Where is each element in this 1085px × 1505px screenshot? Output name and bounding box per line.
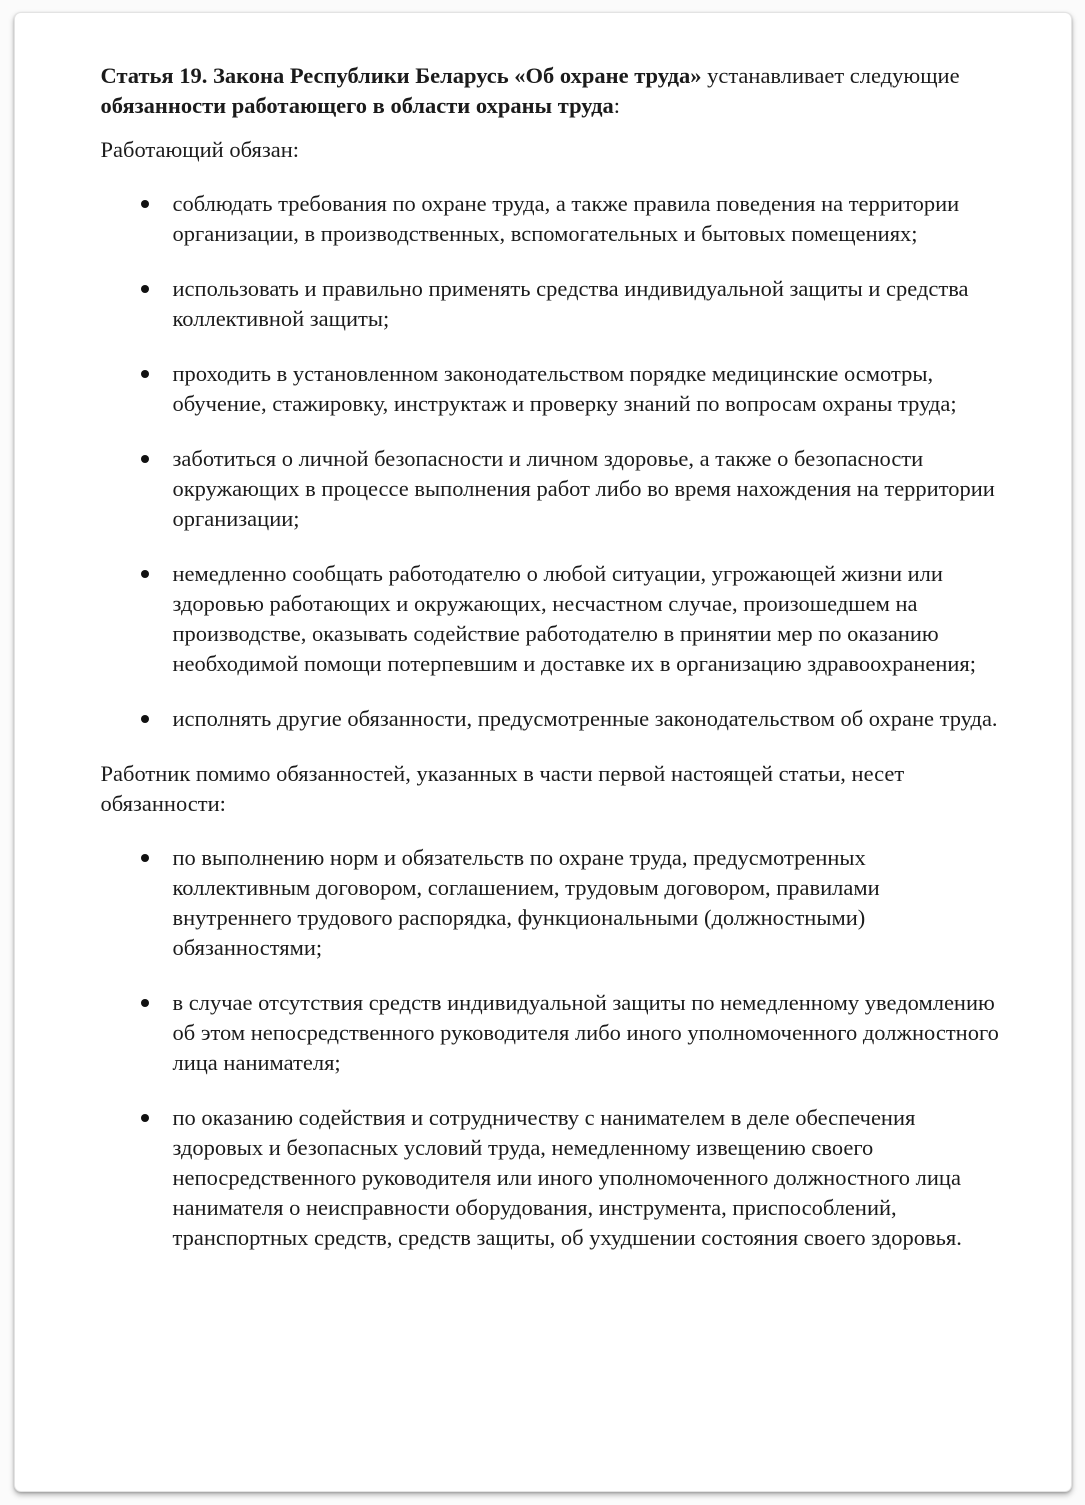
intro-duties-bold: обязанности работающего в области охраны труда bbox=[100, 93, 614, 118]
article-title-bold: Статья 19. Закона Республики Беларусь «Об охране труда» bbox=[100, 63, 702, 88]
duty-item: использовать и правильно применять средства индивидуальной защиты и средства коллективной защиты; bbox=[101, 274, 1001, 334]
duty-item: немедленно сообщать работодателю о любой ситуации, угрожающей жизни или здоровью работающих и окружающих, несчастном случае, произошедшем на производстве, оказывать содействие работодателю в принятии мер по оказанию необходимой помощи потерпевшим и доставке их в организацию здравоохранения; bbox=[101, 559, 1001, 679]
duty-item: в случае отсутствия средств индивидуальной защиты по немедленному уведомлению об этом непосредственного руководителя либо иного уполномоченного должностного лица нанимателя; bbox=[101, 988, 1001, 1078]
duties-list-1 bbox=[101, 189, 1001, 734]
intro-colon: : bbox=[613, 93, 621, 118]
duty-item: проходить в установленном законодательством порядке медицинские осмотры, обучение, стажировку, инструктаж и проверку знаний по вопросам охраны труда; bbox=[101, 359, 1001, 419]
duties-list-2 bbox=[101, 843, 1001, 1253]
document-page bbox=[14, 12, 1072, 1492]
duty-item: заботиться о личной безопасности и личном здоровье, а также о безопасности окружающих в процессе выполнения работ либо во время нахождения на территории организации; bbox=[101, 444, 1001, 534]
duty-item: по выполнению норм и обязательств по охране труда, предусмотренных коллективным договором, соглашением, трудовым договором, правилами внутреннего трудового распорядка, функциональными (должностными) обязанностями; bbox=[101, 843, 1001, 963]
duty-item: соблюдать требования по охране труда, а также правила поведения на территории организации, в производственных, вспомогательных и бытовых помещениях; bbox=[101, 189, 1001, 249]
lead-paragraph-worker-obliged: Работающий обязан: bbox=[100, 137, 299, 162]
lead-paragraph-employee-additional: Работник помимо обязанностей, указанных в части первой настоящей статьи, несет обязанности: bbox=[100, 761, 905, 816]
duty-item: по оказанию содействия и сотрудничеству с нанимателем в деле обеспечения здоровых и безопасных условий труда, немедленному извещению своего непосредственного руководителя или иного уполномоченного должностного лица нанимателя о неисправности оборудования, инструмента, приспособлений, транспортных средств, средств защиты, об ухудшении состояния своего здоровья. bbox=[101, 1103, 1001, 1253]
duty-item: исполнять другие обязанности, предусмотренные законодательством об охране труда. bbox=[101, 704, 1001, 734]
intro-text: устанавливает следующие bbox=[701, 63, 960, 88]
intro-paragraph bbox=[101, 61, 1001, 121]
